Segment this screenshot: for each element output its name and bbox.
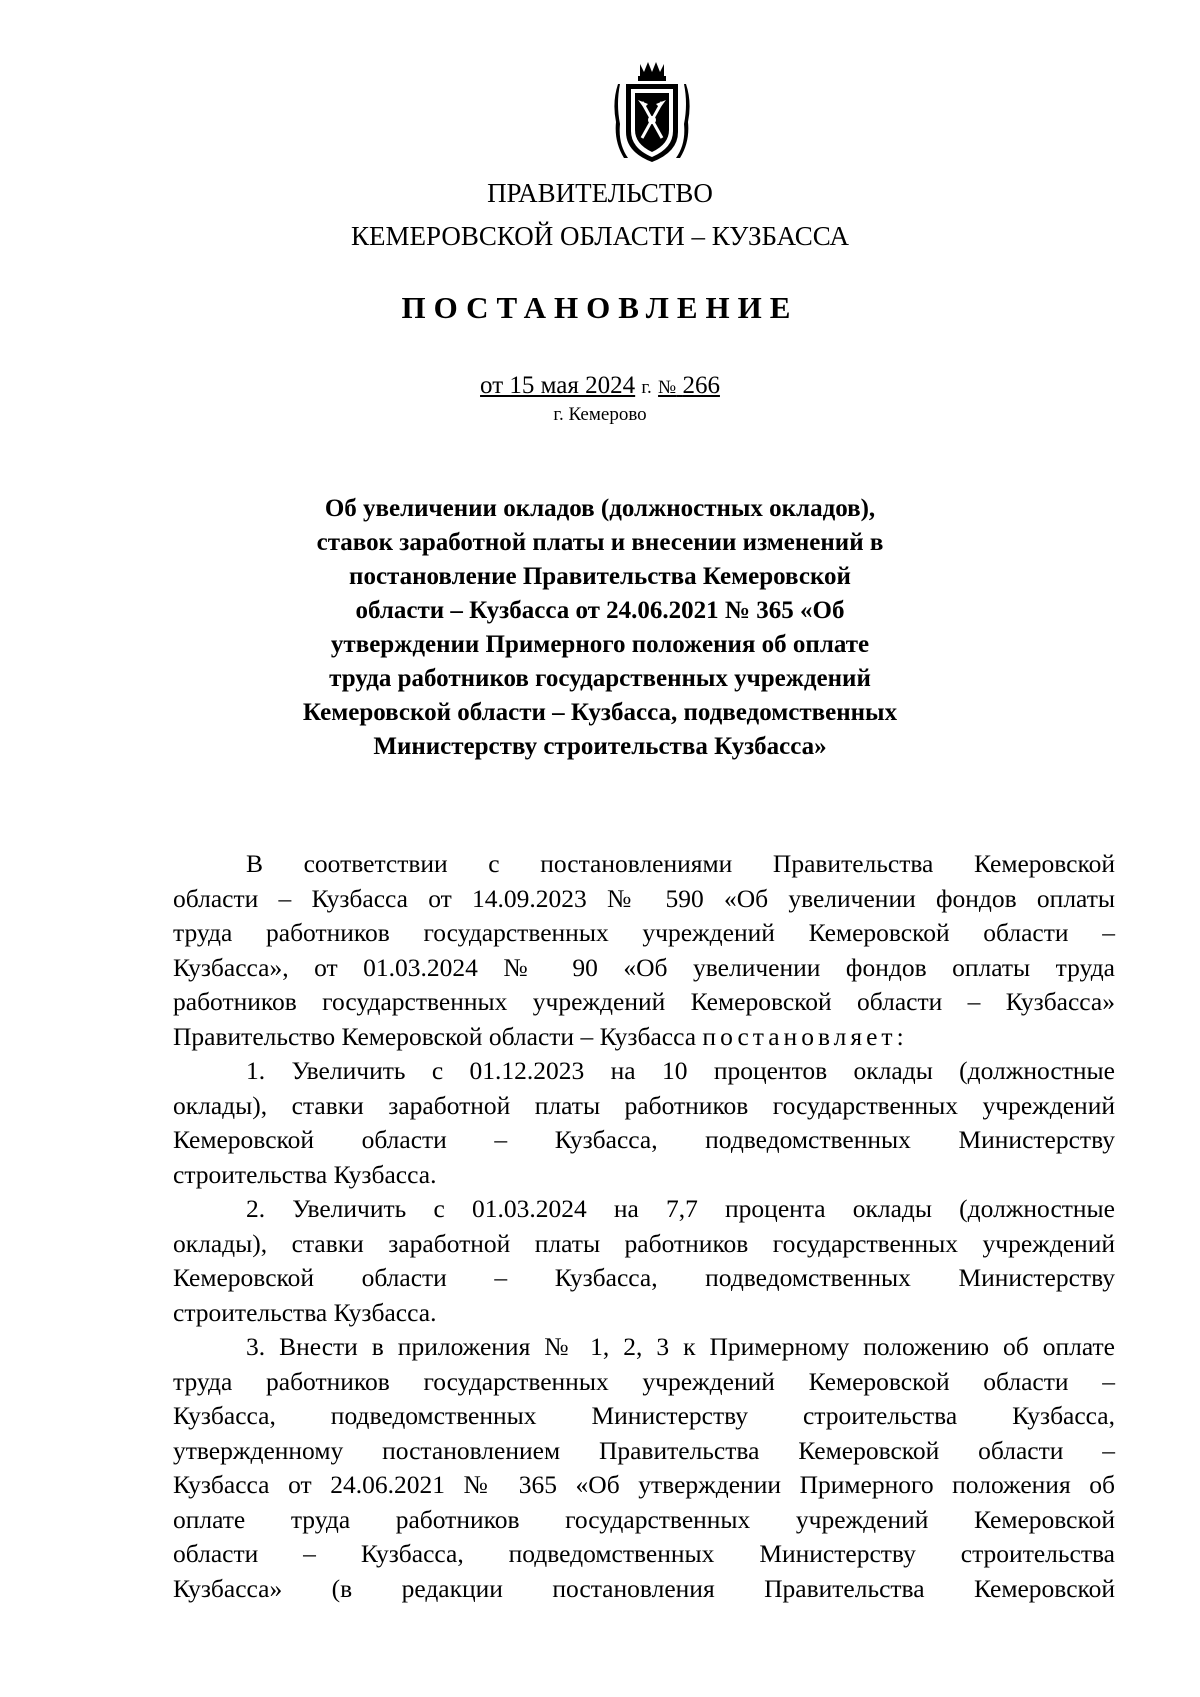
body-line: утвержденному постановлением Правительства Кемеровской области –	[173, 1435, 1115, 1465]
title-line: ставок заработной платы и внесении изменений в	[316, 529, 884, 556]
title-line: труда работников государственных учреждений	[329, 665, 871, 692]
title-line: Кемеровской области – Кузбасса, подведомственных	[302, 699, 898, 726]
body-line: работников государственных учреждений Кемеровской области – Кузбасса»	[173, 987, 1115, 1016]
body-text: Правительство Кемеровской области – Кузбасса	[173, 1021, 697, 1051]
title-line: области – Кузбасса от 24.06.2021 № 365 «Об	[355, 597, 845, 624]
body-line: 3. Внести в приложения № 1, 2, 3 к Примерному положению об оплате	[246, 1332, 1115, 1361]
body-line: Кемеровской области – Кузбасса, подведомственных Министерству	[173, 1263, 1115, 1292]
body-line: труда работников государственных учреждений Кемеровской области –	[173, 1366, 1115, 1396]
document-number: 266	[682, 372, 720, 399]
body-line: оплате труда работников государственных учреждений Кемеровской	[173, 1504, 1115, 1534]
resolution-keyword: постановляет	[702, 1021, 897, 1051]
document-type-heading: ПОСТАНОВЛЕНИЕ	[401, 290, 799, 325]
number-label: №	[658, 377, 677, 398]
body-line: Кузбасса» (в редакции постановления Правительства Кемеровской	[173, 1573, 1115, 1603]
document-title	[260, 492, 940, 764]
body-line: 2. Увеличить с 01.03.2024 на 7,7 процента оклады (должностные	[246, 1194, 1115, 1223]
document-body	[173, 847, 1115, 1606]
body-line: Кузбасса, подведомственных Министерству строительства Кузбасса,	[173, 1401, 1115, 1430]
title-line: Министерству строительства Кузбасса»	[373, 733, 827, 760]
body-line: труда работников государственных учреждений Кемеровской области –	[173, 918, 1115, 947]
title-line: постановление Правительства Кемеровской	[349, 563, 851, 590]
body-line: Кузбасса», от 01.03.2024 № 90 «Об увеличении фондов оплаты труда	[173, 952, 1115, 982]
body-line: Кузбасса от 24.06.2021 № 365 «Об утверждении Примерного положения об	[173, 1470, 1115, 1499]
body-line	[173, 1020, 1115, 1055]
document-place: г. Кемерово	[553, 404, 647, 425]
document-date-number	[0, 370, 1200, 404]
title-line: Об увеличении окладов (должностных окладов),	[324, 495, 876, 522]
body-line: области – Кузбасса, подведомственных Министерству строительства	[173, 1539, 1115, 1568]
body-line: Кемеровской области – Кузбасса, подведомственных Министерству	[173, 1125, 1115, 1154]
body-line: оклады), ставки заработной платы работников государственных учреждений	[173, 1228, 1115, 1258]
year-suffix: г.	[641, 377, 652, 398]
body-line: строительства Кузбасса.	[173, 1159, 437, 1189]
body-line: области – Кузбасса от 14.09.2023 № 590 «Об увеличении фондов оплаты	[173, 883, 1115, 913]
title-line: утверждении Примерного положения об оплате	[330, 631, 870, 658]
document-date: от 15 мая 2024	[480, 372, 636, 399]
body-line: 1. Увеличить с 01.12.2023 на 10 процентов оклады (должностные	[246, 1056, 1115, 1085]
coat-of-arms-emblem	[614, 60, 690, 166]
body-line: строительства Кузбасса.	[173, 1297, 437, 1327]
body-text: :	[896, 1021, 904, 1051]
government-name-line-1: ПРАВИТЕЛЬСТВО	[487, 178, 713, 208]
body-line: оклады), ставки заработной платы работников государственных учреждений	[173, 1090, 1115, 1120]
government-name-line-2: КЕМЕРОВСКОЙ ОБЛАСТИ – КУЗБАССА	[351, 221, 849, 251]
body-line: В соответствии с постановлениями Правительства Кемеровской	[246, 849, 1115, 878]
